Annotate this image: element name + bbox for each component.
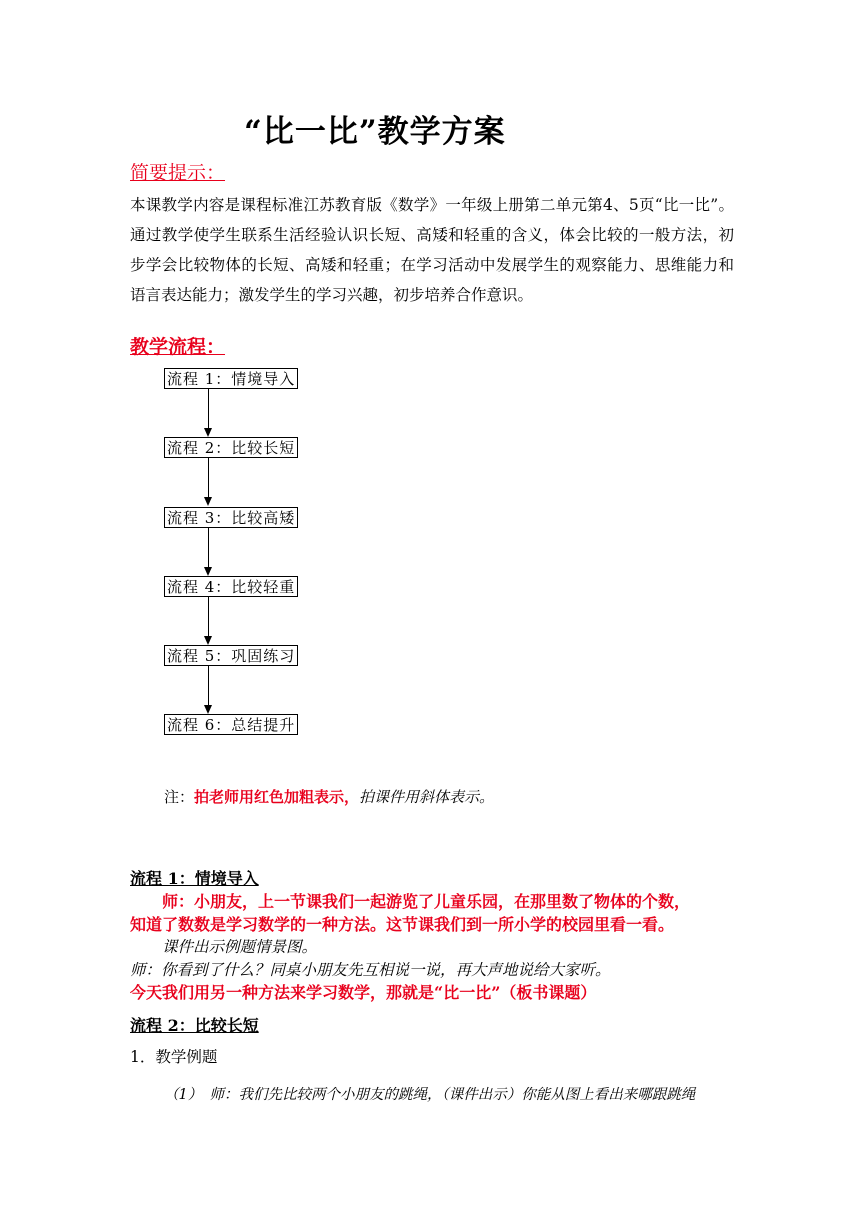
arrow-down-icon: [204, 567, 212, 576]
flow-step-3: 流程 3：比较高矮: [164, 507, 298, 528]
section1-italic1: 课件出示例题情景图。: [162, 938, 318, 956]
section1-heading: 流程 1：情境导入: [130, 869, 259, 888]
flow-connector-5: [208, 666, 209, 706]
note-italic: 拍课件用斜体表示。: [359, 788, 495, 806]
flow-connector-3: [208, 528, 209, 568]
section2-heading: 流程 2：比较长短: [130, 1016, 259, 1035]
flow-step-2: 流程 2：比较长短: [164, 437, 298, 458]
note-prefix: 注：: [164, 788, 195, 806]
flow-heading-text: 教学流程：: [130, 336, 226, 358]
brief-heading: [130, 158, 235, 185]
note-red: 拍老师用红色加粗表示，: [194, 788, 360, 806]
flow-step-6: 流程 6：总结提升: [164, 714, 298, 735]
section1-red-line: 今天我们用另一种方法来学习数学，那就是“比一比”（板书课题）: [130, 983, 597, 1002]
flow-step-5: 流程 5：巩固练习: [164, 645, 298, 666]
arrow-down-icon: [204, 497, 212, 506]
legend-note: [164, 786, 494, 807]
arrow-down-icon: [204, 636, 212, 645]
section1-red-line1: 师：小朋友，上一节课我们一起游览了儿童乐园，在那里数了物体的个数，: [162, 892, 691, 911]
flow-connector-4: [208, 597, 209, 637]
document-title: “比一比”教学方案: [244, 114, 506, 150]
flow-connector-1: [208, 389, 209, 429]
brief-heading-text: 简要提示：: [130, 162, 226, 184]
flow-step-4: 流程 4：比较轻重: [164, 576, 298, 597]
section1-red-line2: 知道了数数是学习数学的一种方法。这节课我们到一所小学的校园里看一看。: [130, 915, 675, 934]
arrow-down-icon: [204, 705, 212, 714]
arrow-down-icon: [204, 428, 212, 437]
section2-item1: 1．教学例题: [130, 1048, 218, 1066]
flow-step-1: 流程 1：情境导入: [164, 368, 298, 389]
flow-connector-2: [208, 458, 209, 498]
section1-italic2: 师：你看到了什么？同桌小朋友先互相说一说，再大声地说给大家听。: [130, 961, 611, 979]
brief-paragraph: 本课教学内容是课程标准江苏教育版《数学》一年级上册第二单元第4、5页“比一比”。通过教学使学生联系生活经验认识长短、高矮和轻重的含义，体会比较的一般方法，初步学会比较物体的长短、高矮和轻重；在学习活动中发展学生的观察能力、思维能力和语言表达能力；激发学生的学习兴趣，初步培养合作意识。: [130, 196, 734, 304]
flow-heading: [130, 332, 235, 359]
section2-item1-1: （1） 师：我们先比较两个小朋友的跳绳，（课件出示）你能从图上看出来哪跟跳绳: [164, 1087, 696, 1103]
